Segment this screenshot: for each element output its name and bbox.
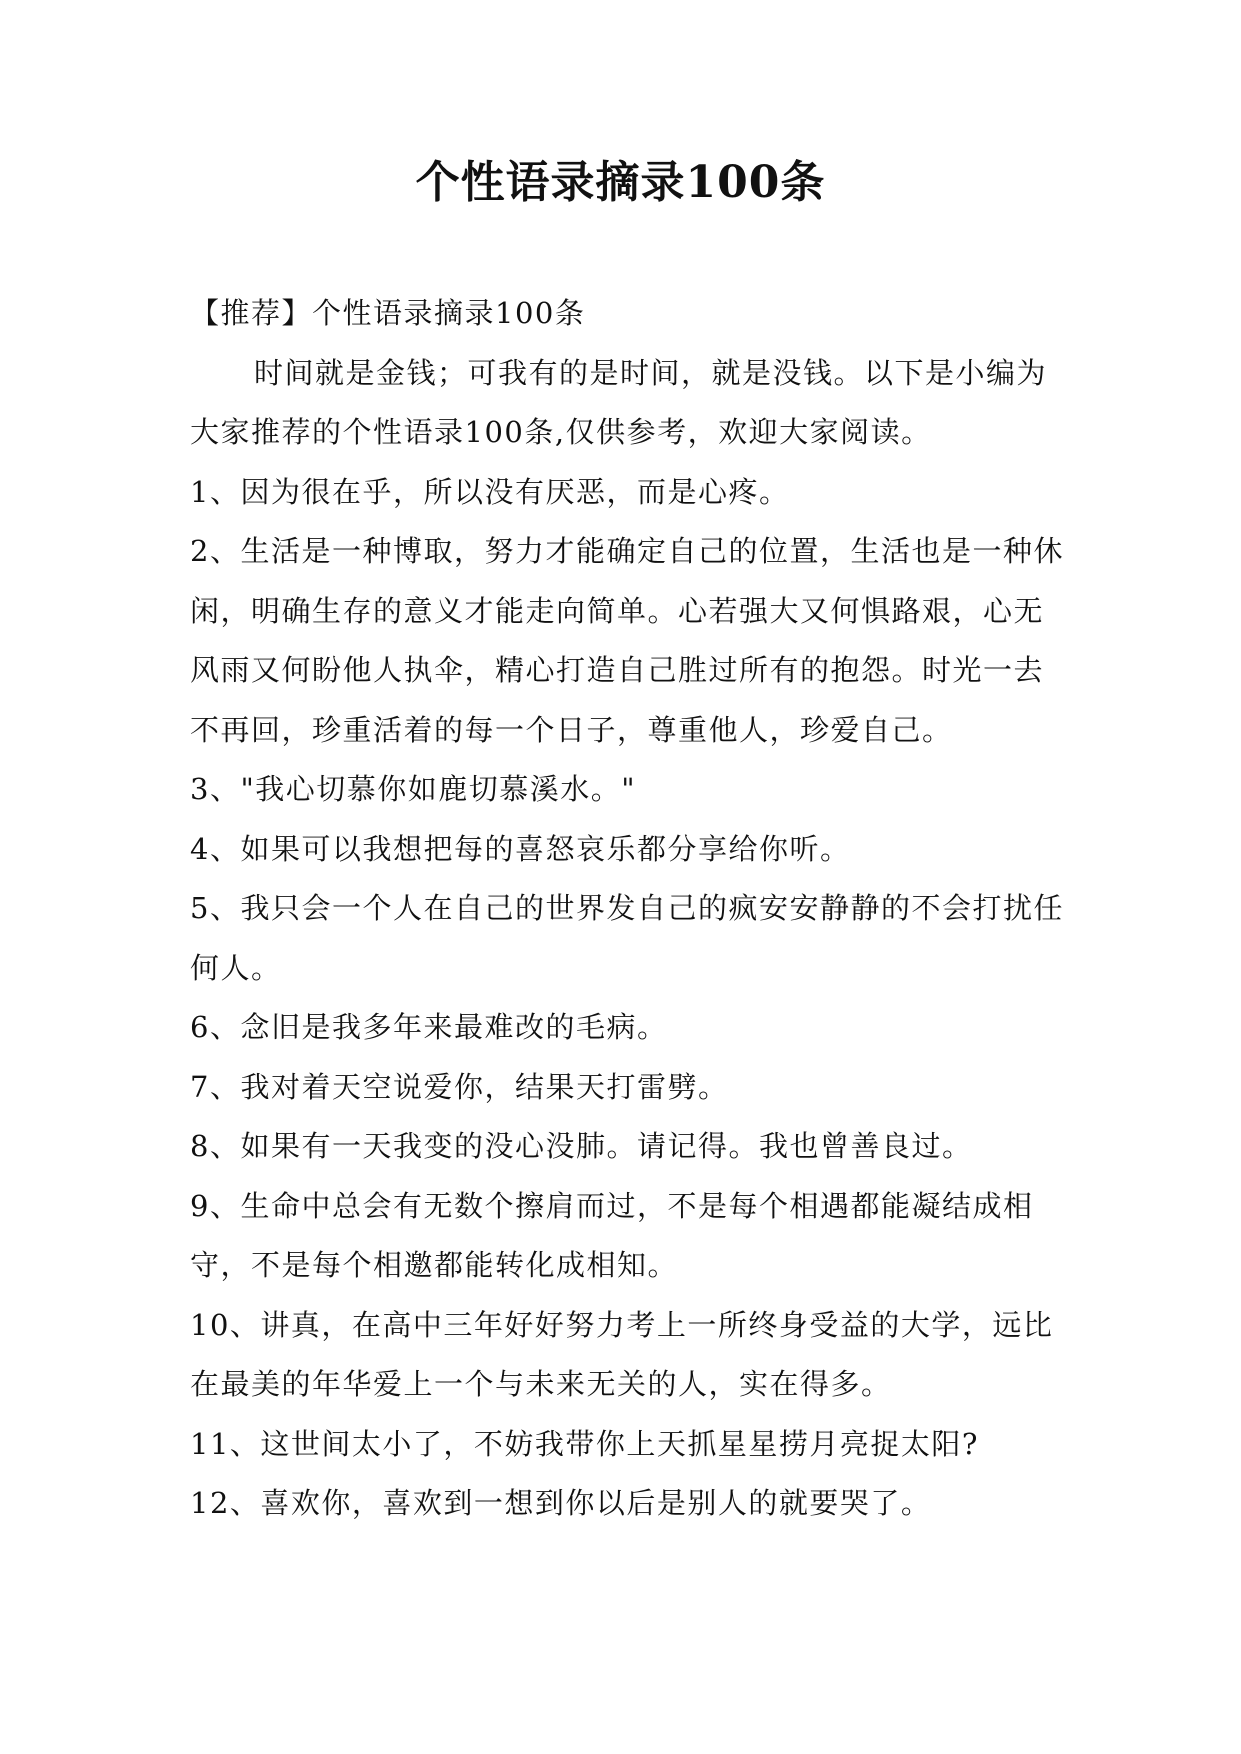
quote-item-1: 1、因为很在乎，所以没有厌恶，而是心疼。 [190,474,790,509]
quote-item-3: 3、"我心切慕你如鹿切慕溪水。" [190,772,637,806]
quote-item-7: 7、我对着天空说爱你，结果天打雷劈。 [190,1069,729,1104]
document-title: 个性语录摘录100条 [415,157,826,208]
paragraph-intro: 时间就是金钱；可我有的是时间，就是没钱。以下是小编为大家推荐的个性语录100条,仅供参考，欢迎大家阅读。 [190,355,1048,449]
quote-item-8: 8、如果有一天我变的没心没肺。请记得。我也曾善良过。 [190,1129,973,1163]
paragraph-recommend-heading: 【推荐】个性语录摘录100条 [190,296,586,330]
quote-item-5: 5、我只会一个人在自己的世界发自己的疯安安静静的不会打扰任何人。 [190,891,1064,985]
quote-item-4: 4、如果可以我想把每的喜怒哀乐都分享给你听。 [190,831,851,866]
quote-item-9: 9、生命中总会有无数个擦肩而过，不是每个相遇都能凝结成相守，不是每个相邀都能转化成相知。 [190,1188,1034,1282]
quote-item-10: 10、讲真，在高中三年好好努力考上一所终身受益的大学，远比在最美的年华爱上一个与未来无关的人，实在得多。 [190,1307,1054,1401]
quote-item-11: 11、这世间太小了，不妨我带你上天抓星星捞月亮捉太阳? [190,1426,979,1461]
document-body [190,284,1070,1534]
quote-item-6: 6、念旧是我多年来最难改的毛病。 [190,1010,668,1044]
quote-item-12: 12、喜欢你，喜欢到一想到你以后是别人的就要哭了。 [190,1486,932,1520]
quote-item-2: 2、生活是一种博取，努力才能确定自己的位置，生活也是一种休闲，明确生存的意义才能走向简单。心若强大又何惧路艰，心无风雨又何盼他人执伞，精心打造自己胜过所有的抱怨。时光一去不再回，珍重活着的每一个日子，尊重他人，珍爱自己。 [190,534,1064,747]
